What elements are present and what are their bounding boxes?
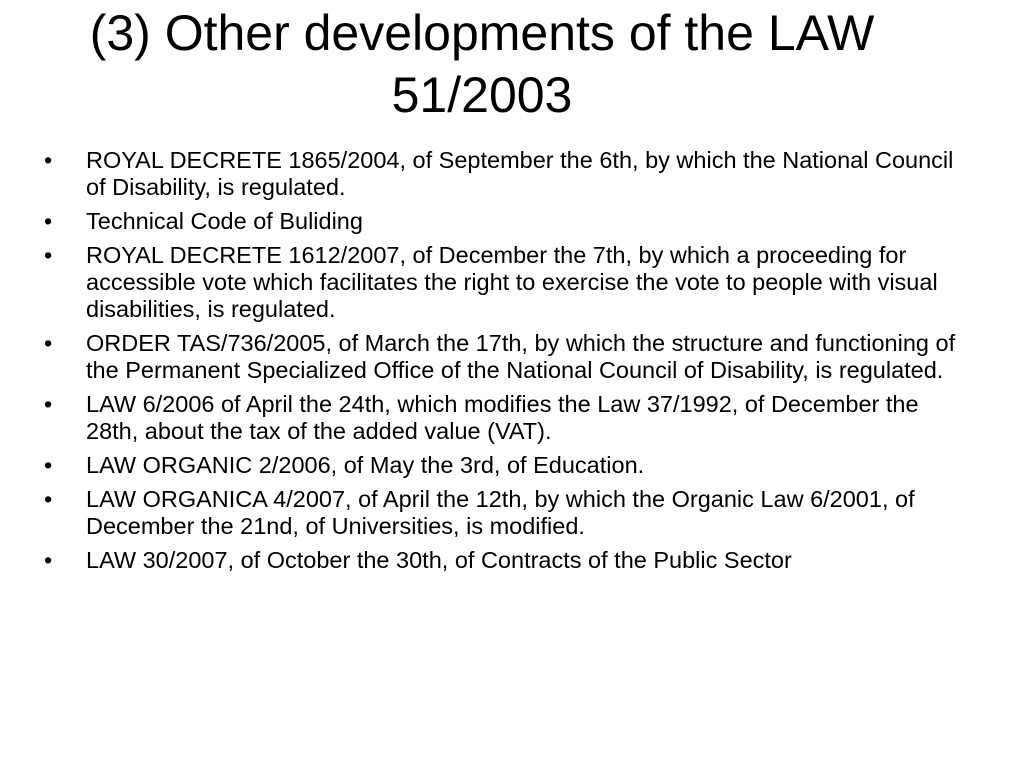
bullet-text: LAW 6/2006 of April the 24th, which modifies the Law 37/1992, of December the 28th, about the tax of the added value (VAT). [86, 391, 919, 444]
bullet-list [40, 147, 970, 581]
bullet-item [40, 208, 970, 235]
bullet-item [40, 330, 970, 384]
bullet-dot-icon: • [44, 452, 53, 478]
bullet-dot-icon: • [44, 208, 53, 234]
bullet-item [40, 486, 970, 540]
bullet-dot-icon: • [44, 242, 53, 268]
bullet-item [40, 452, 970, 479]
bullet-item [40, 391, 970, 445]
slide-title-line-1: (3) Other developments of the LAW [89, 5, 875, 61]
bullet-text: ORDER TAS/736/2005, of March the 17th, by which the structure and functioning of the Permanent Specialized Office of the National Council of Disability, is regulated. [86, 330, 956, 383]
slide-title-line-2: 51/2003 [391, 67, 573, 123]
bullet-text: LAW ORGANICA 4/2007, of April the 12th, by which the Organic Law 6/2001, of December the 21nd, of Universities, is modified. [86, 486, 915, 539]
bullet-text: Technical Code of Buliding [86, 208, 363, 234]
bullet-text: LAW ORGANIC 2/2006, of May the 3rd, of Education. [86, 452, 645, 478]
bullet-dot-icon: • [44, 547, 53, 573]
bullet-dot-icon: • [44, 330, 53, 356]
bullet-text: ROYAL DECRETE 1865/2004, of September the 6th, by which the National Council of Disability, is regulated. [86, 147, 954, 200]
bullet-dot-icon: • [44, 486, 53, 512]
bullet-item [40, 242, 970, 323]
bullet-dot-icon: • [44, 391, 53, 417]
bullet-item [40, 547, 970, 574]
bullet-dot-icon: • [44, 147, 53, 173]
bullet-item [40, 147, 970, 201]
slide-title [0, 2, 964, 126]
bullet-text: LAW 30/2007, of October the 30th, of Contracts of the Public Sector [86, 547, 792, 573]
bullet-text: ROYAL DECRETE 1612/2007, of December the 7th, by which a proceeding for accessible vote which facilitates the right to exercise the vote to people with visual disabilities, is regulated. [86, 242, 938, 322]
